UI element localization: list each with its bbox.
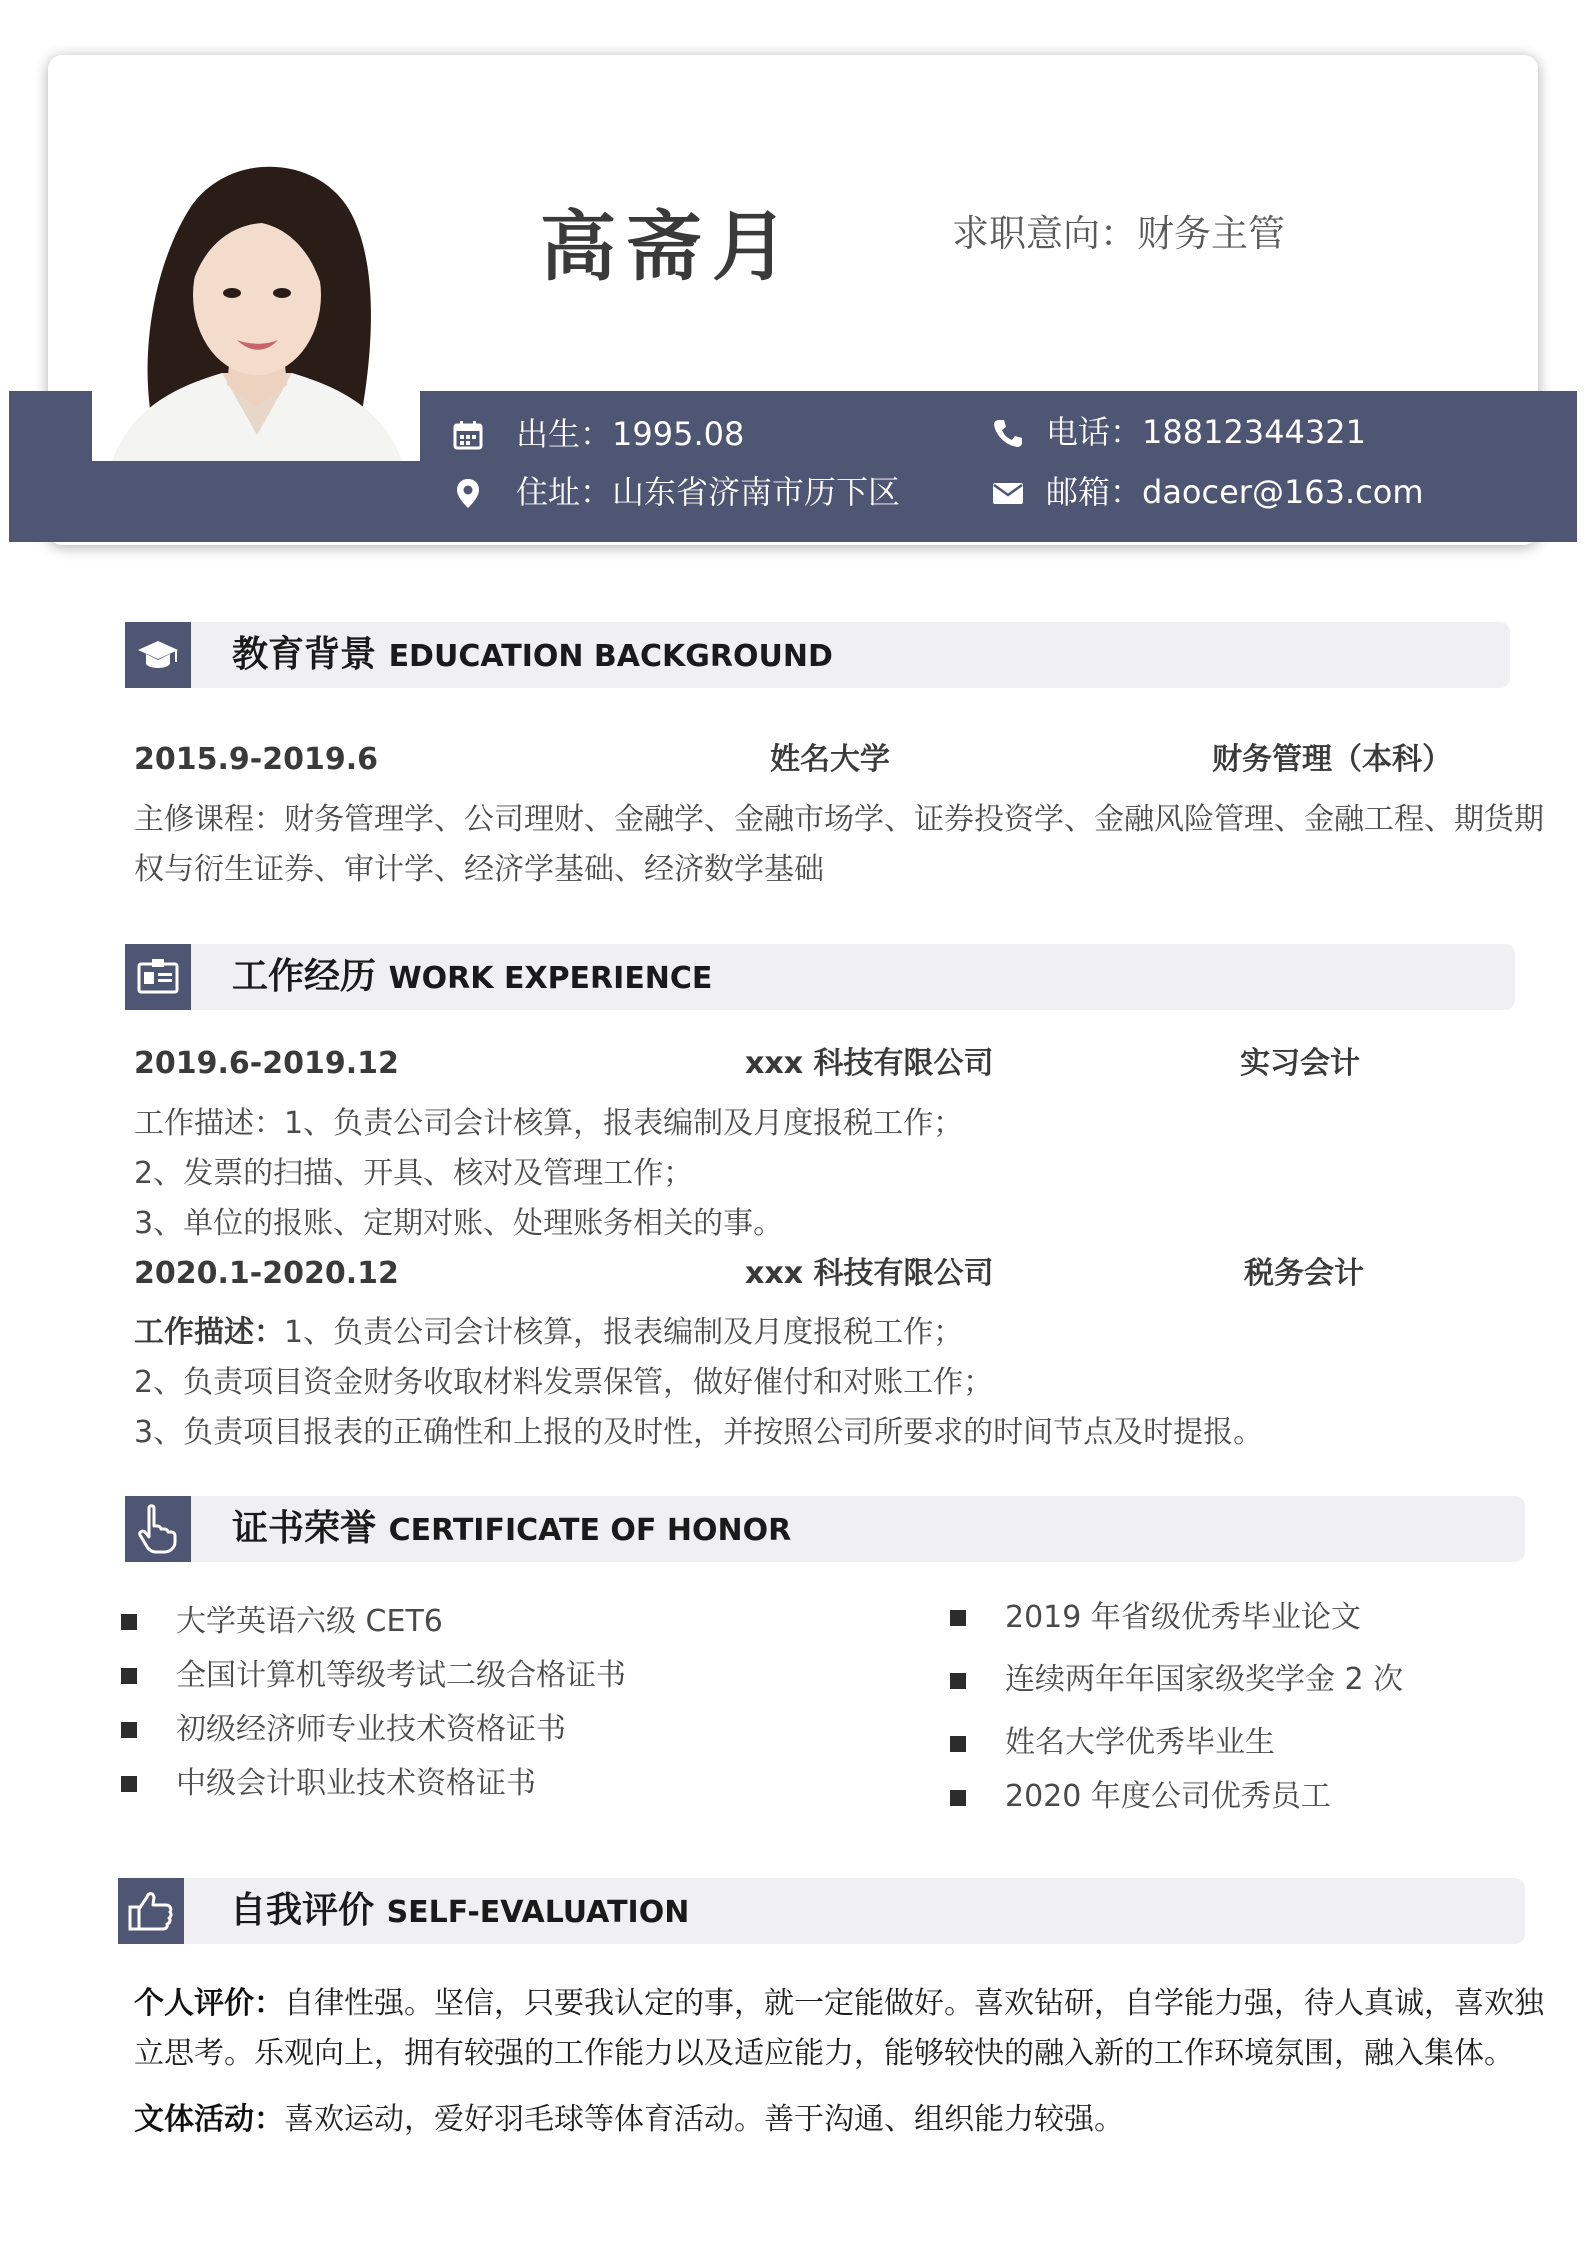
address-text: 住址：山东省济南市历下区	[516, 473, 901, 511]
job-2-company: xxx 科技有限公司	[745, 1256, 994, 1291]
bullet	[121, 1722, 137, 1738]
candidate-name: 高斋月	[540, 202, 798, 291]
edu-courses-line2: 权与衍生证券、审计学、经济学基础、经济数学基础	[134, 852, 824, 887]
section-title: 证书荣誉 CERTIFICATE OF HONOR	[232, 1508, 792, 1549]
job-2-period: 2020.1-2020.12	[134, 1256, 399, 1291]
bullet	[121, 1668, 137, 1684]
section-title: 自我评价 SELF-EVALUATION	[230, 1890, 690, 1931]
email-text: 邮箱：daocer@163.com	[1046, 473, 1424, 511]
phone-text: 电话：18812344321	[1046, 413, 1366, 451]
eval-hobby: 文体活动：喜欢运动，爱好羽毛球等体育活动。善于沟通、组织能力较强。	[134, 2102, 1124, 2137]
section-work	[125, 944, 1515, 1010]
edu-period: 2015.9-2019.6	[134, 742, 378, 777]
cert-right-2: 连续两年年国家级奖学金 2 次	[1005, 1662, 1404, 1697]
pointing-hand-icon	[135, 1504, 181, 1554]
edu-major: 财务管理（本科）	[1212, 742, 1452, 777]
section-icon-box	[125, 944, 191, 1010]
section-education	[125, 622, 1510, 688]
bullet	[121, 1776, 137, 1792]
cert-left-3: 初级经济师专业技术资格证书	[176, 1712, 566, 1747]
bullet	[121, 1614, 137, 1630]
job-1-period: 2019.6-2019.12	[134, 1046, 399, 1081]
edu-courses-line1: 主修课程：财务管理学、公司理财、金融学、金融市场学、证券投资学、金融风险管理、金融工程、期货期	[134, 802, 1544, 837]
mail-icon	[992, 477, 1024, 509]
section-title: 工作经历 WORK EXPERIENCE	[232, 956, 713, 997]
id-card-icon	[135, 954, 181, 1000]
job-2-desc-line2: 2、负责项目资金财务收取材料发票保管，做好催付和对账工作；	[134, 1365, 994, 1400]
eval-personal-line2: 立思考。乐观向上，拥有较强的工作能力以及适应能力，能够较快的融入新的工作环境氛围，融入集体。	[134, 2036, 1514, 2071]
job-1-role: 实习会计	[1240, 1046, 1360, 1081]
graduation-cap-icon	[135, 632, 181, 678]
cert-left-4: 中级会计职业技术资格证书	[176, 1766, 536, 1801]
job-1-desc-line2: 2、发票的扫描、开具、核对及管理工作；	[134, 1156, 694, 1191]
bullet	[950, 1610, 966, 1626]
section-title: 教育背景 EDUCATION BACKGROUND	[232, 634, 833, 675]
cert-right-1: 2019 年省级优秀毕业论文	[1005, 1600, 1361, 1635]
cert-right-3: 姓名大学优秀毕业生	[1005, 1725, 1275, 1760]
cert-left-1: 大学英语六级 CET6	[176, 1604, 443, 1639]
job-2-desc-line3: 3、负责项目报表的正确性和上报的及时性，并按照公司所要求的时间节点及时提报。	[134, 1415, 1264, 1450]
profile-photo	[92, 145, 420, 461]
job-2-role: 税务会计	[1244, 1256, 1364, 1291]
bullet	[950, 1736, 966, 1752]
job-1-desc-line3: 3、单位的报账、定期对账、处理账务相关的事。	[134, 1206, 784, 1241]
job-2-desc-line1: 工作描述：1、负责公司会计核算，报表编制及月度报税工作；	[134, 1315, 964, 1350]
birth-text: 出生：1995.08	[516, 415, 745, 453]
job-1-desc-line1: 工作描述：1、负责公司会计核算，报表编制及月度报税工作；	[134, 1106, 964, 1141]
cert-left-2: 全国计算机等级考试二级合格证书	[176, 1658, 626, 1693]
thumbs-up-icon	[127, 1888, 175, 1934]
phone-icon	[992, 417, 1024, 449]
job-1-company: xxx 科技有限公司	[745, 1046, 994, 1081]
section-icon-box	[125, 622, 191, 688]
job-intent: 求职意向：财务主管	[952, 212, 1285, 255]
section-evaluation	[118, 1878, 1525, 1944]
edu-school: 姓名大学	[770, 742, 890, 777]
calendar-icon	[452, 419, 484, 451]
bullet	[950, 1673, 966, 1689]
section-icon-box	[118, 1878, 184, 1944]
bullet	[950, 1790, 966, 1806]
section-icon-box	[125, 1496, 191, 1562]
section-certificates	[125, 1496, 1525, 1562]
location-icon	[452, 477, 484, 509]
eval-personal-line1: 个人评价：自律性强。坚信，只要我认定的事，就一定能做好。喜欢钻研，自学能力强，待人真诚，喜欢独	[134, 1986, 1544, 2021]
cert-right-4: 2020 年度公司优秀员工	[1005, 1779, 1331, 1814]
